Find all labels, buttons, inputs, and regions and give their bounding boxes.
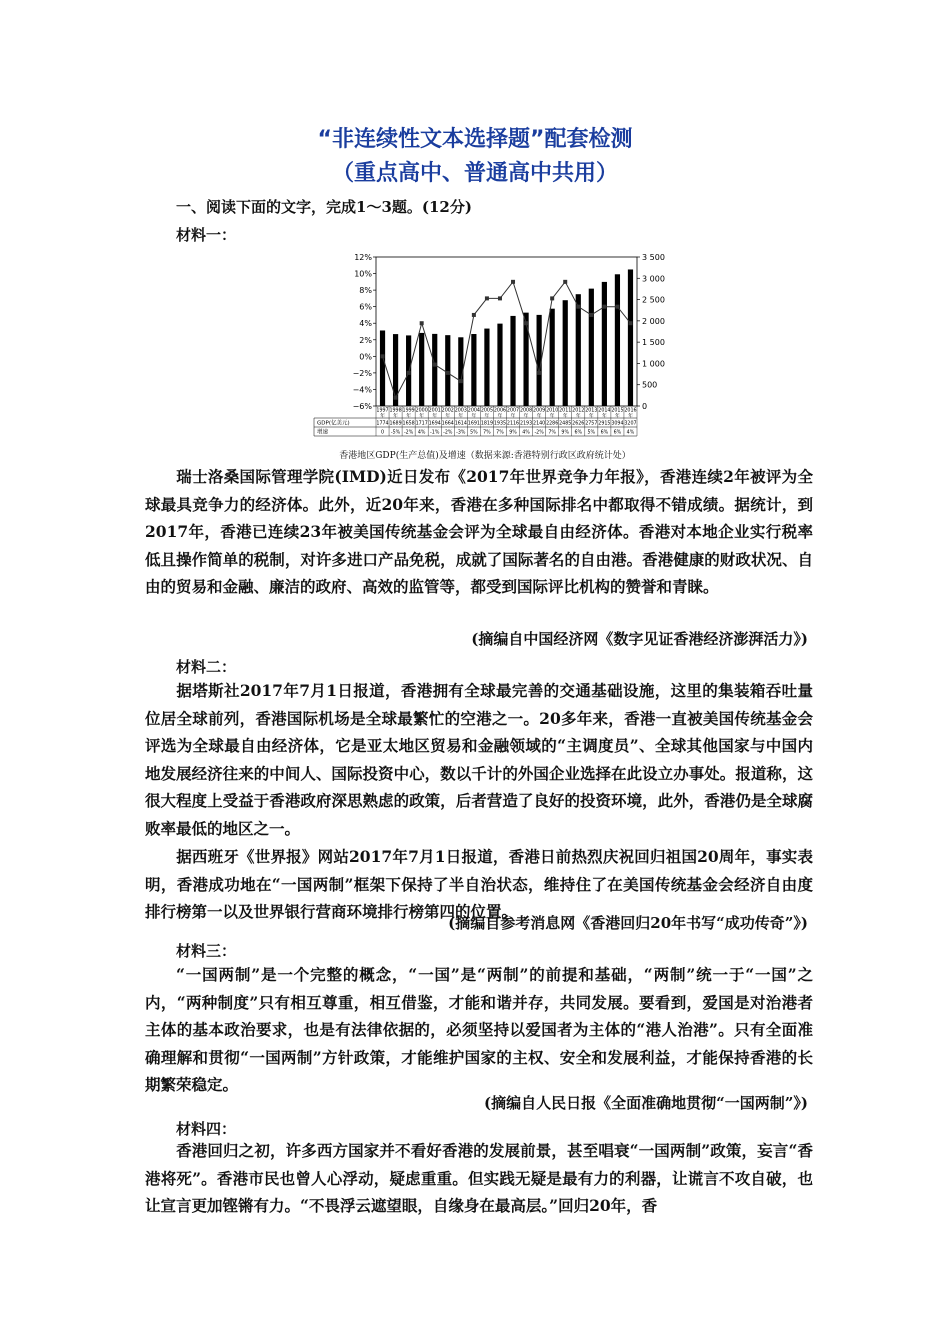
question-intro: 一、阅读下面的文字，完成1～3题。(12分) [176,198,472,216]
category-unit: 年 [484,414,490,419]
left-axis-tick-label: −6% [352,402,372,411]
growth-point [394,396,398,400]
growth-data-label: -2% [443,430,453,436]
growth-data-label: 5% [587,430,596,436]
gdp-bar [380,330,385,406]
right-axis-tick-label: 3 000 [642,274,665,284]
category-label: 2000 [415,408,428,414]
growth-point [381,354,385,358]
left-axis-tick-label: 8% [359,286,372,296]
category-unit: 年 [406,414,412,419]
growth-point [420,321,424,325]
gdp-row-label: GDP(亿美元) [317,420,350,427]
growth-point [576,305,580,309]
category-label: 2006 [493,408,507,414]
growth-data-label: 9% [509,430,517,436]
growth-data-label: 7% [496,430,504,436]
category-unit: 年 [615,414,620,419]
growth-data-label: 4% [626,430,635,436]
growth-point [472,313,476,317]
gdp-bar [589,289,594,406]
gdp-data-label: 3207 [624,421,637,427]
category-unit: 年 [445,414,451,419]
gdp-bar [406,335,411,406]
gdp-bar [497,324,502,406]
material-2-source: (摘编自参考消息网《香港回归20年书写“成功传奇”》) [448,914,808,932]
page-subtitle: （重点高中、普通高中共用） [331,161,618,186]
material-2-paragraph-1: 据塔斯社2017年7月1日报道，香港拥有全球最完善的交通基础设施，这里的集装箱吞吐量位居全球前列，香港国际机场是全球最繁忙的空港之一。20多年来，香港一直被美国传统基金会评选为全球最自由经济体，它是亚太地区贸易和金融领域的“主调度员”、全球其他国家与中国内地发展经济往来的中间人、国际投资中心，数以千计的外国企业选择在此设立办事处。报道称，这很大程度上受益于香港政府深思熟虑的政策，后者营造了良好的投资环境，此外，香港仍是全球腐败率最低的地区之一。 [145,681,813,838]
page-title: “非连续性文本选择题”配套检测 [317,127,633,152]
gdp-data-label: 1664 [441,421,454,427]
category-unit: 年 [497,414,503,419]
material-3-source: (摘编自人民日报《全面准确地贯彻“一国两制”》) [484,1094,808,1112]
growth-point [511,280,515,284]
left-axis-tick-label: −4% [352,385,372,395]
gdp-data-label: 2915 [598,421,611,427]
gdp-bar [471,334,476,406]
growth-point [459,379,463,383]
gdp-bar [484,329,489,406]
growth-point [589,313,593,317]
left-axis-tick-label: 2% [359,335,372,345]
growth-data-label: 6% [600,430,609,436]
material-1-source: (摘编自中国经济网《数字见证香港经济澎湃活力》) [471,630,808,648]
gdp-bar [510,316,515,406]
category-label: 2012 [572,408,585,414]
gdp-data-label: 1614 [454,421,467,427]
gdp-data-label: 2286 [546,421,559,427]
gdp-data-label: 2193 [519,421,533,427]
growth-point [485,296,489,300]
growth-point [407,371,411,375]
growth-point [602,305,606,309]
growth-data-label: -5% [390,430,401,436]
left-axis-tick-label: 10% [354,269,372,279]
right-axis-tick-label: 2 500 [642,295,665,305]
category-unit: 年 [601,414,607,419]
category-unit: 年 [523,414,529,419]
growth-data-label: 4% [417,430,426,436]
gdp-data-label: 2757 [585,421,598,427]
growth-point [524,321,528,325]
growth-data-label: 7% [548,430,556,436]
right-axis-tick-label: 3 500 [642,253,665,262]
growth-row-label: 增速 [317,429,329,436]
category-label: 2005 [480,408,494,414]
left-axis-tick-label: −2% [352,368,372,378]
category-label: 2011 [559,408,572,414]
category-label: 2003 [454,408,467,414]
gdp-bar [628,269,633,406]
gdp-bar [419,333,424,406]
category-label: 2016 [624,408,637,414]
growth-data-label: 6% [613,430,622,436]
gdp-data-label: 1691 [467,421,480,427]
material-2-paragraph-2: 据西班牙《世界报》网站2017年7月1日报道，香港日前热烈庆祝回归祖国20周年，事实表明，香港成功地在“一国两制”框架下保持了半自治状态，维持住了在美国传统基金会经济自由度排行榜第一以及世界银行营商环境排行榜第四的位置。 [145,847,813,921]
category-label: 2014 [598,408,611,414]
gdp-data-label: 3094 [611,421,624,427]
gdp-bar [432,334,437,406]
category-unit: 年 [549,414,555,419]
category-unit: 年 [432,414,438,419]
category-unit: 年 [419,414,425,419]
gdp-data-label: 1658 [402,421,415,427]
chart-caption: 香港地区GDP(生产总值)及增速（数据来源:香港特别行政区政府统计处） [339,451,631,461]
right-axis-tick-label: 500 [642,380,658,390]
growth-data-label: -1% [430,430,440,436]
category-label: 1999 [402,408,415,414]
left-axis-tick-label: 4% [359,319,372,329]
category-unit: 年 [588,414,594,419]
category-label: 2008 [519,408,533,414]
growth-data-label: 9% [561,430,570,436]
gdp-data-label: 2116 [506,421,520,427]
material-1-paragraph: 瑞士洛桑国际管理学院(IMD)近日发布《2017年世界竞争力年报》，香港连续2年被评为全球最具竞争力的经济体。此外，近20年来，香港在多种国际排名中都取得不错成绩。据统计，到2017年，香港已连续23年被美国传统基金会评为全球最自由经济体。香港对本地企业实行税率低且操作简单的税制，对许多进口产品免税，成就了国际著名的自由港。香港健康的财政状况、自由的贸易和金融、廉洁的政府、高效的监管等，都受到国际评比机构的赞誉和青睐。 [145,467,813,596]
category-label: 1997 [376,408,389,414]
material-2-label: 材料二： [176,658,237,676]
gdp-bar [602,282,607,406]
gdp-data-label: 2626 [572,421,585,427]
material-4-label: 材料四： [176,1120,237,1138]
growth-point [498,296,502,300]
gdp-data-label: 1689 [389,421,402,427]
category-label: 2013 [585,408,598,414]
growth-data-label: -2% [403,430,414,436]
gdp-bar [576,294,581,406]
category-label: 1998 [389,408,402,414]
growth-data-label: 4% [522,430,530,436]
category-unit: 年 [562,414,568,419]
gdp-bar [550,309,555,406]
growth-data-label: 5% [470,430,478,436]
right-axis-tick-label: 0 [642,402,648,411]
gdp-data-label: 1935 [493,421,507,427]
growth-point [433,363,437,367]
growth-data-label: -3% [456,430,466,436]
category-label: 2007 [506,408,520,414]
category-label: 2004 [467,408,480,414]
gdp-data-label: 1694 [428,421,441,427]
material-4-paragraph: 香港回归之初，许多西方国家并不看好香港的发展前景，甚至唱衰“一国两制”政策，妄言“香港将死”。香港市民也曾人心浮动，疑虑重重。但实践无疑是最有力的利器，让谎言不攻自破，也让宣言更加铿锵有力。“不畏浮云遮望眼，自缘身在最高层。”回归20年，香 [145,1141,813,1215]
growth-point [628,321,632,325]
left-axis-tick-label: 0% [359,352,372,362]
category-label: 2009 [533,408,546,414]
gdp-data-label: 2140 [533,421,546,427]
gdp-bar [523,313,528,406]
right-axis-tick-label: 1 500 [642,338,665,348]
category-unit: 年 [458,414,464,419]
category-label: 2002 [441,408,454,414]
gdp-data-label: 2485 [559,421,572,427]
category-unit: 年 [536,414,542,419]
category-unit: 年 [393,414,398,419]
category-unit: 年 [628,414,633,419]
growth-point [537,371,541,375]
right-axis-tick-label: 1 000 [642,359,665,369]
plot-frame [376,257,637,406]
category-unit: 年 [380,414,385,419]
gdp-bar [615,274,620,406]
right-axis-tick-label: 2 000 [642,316,665,326]
material-3-paragraph: “一国两制”是一个完整的概念，“一国”是“两制”的前提和基础，“两制”统一于“一国”之内，“两种制度”只有相互尊重，相互借鉴，才能和谐并存，共同发展。要看到，爱国是对治港者主体的基本政治要求，也是有法律依据的，必须坚持以爱国者为主体的“港人治港”。只有全面准确理解和贯彻“一国两制”方针政策，才能维护国家的主权、安全和发展利益，才能保持香港的长期繁荣稳定。 [145,965,813,1094]
growth-data-label: 0 [380,430,385,436]
growth-data-label: -2% [534,430,544,436]
material-3-label: 材料三： [176,942,237,960]
gdp-data-label: 1774 [376,421,389,427]
gdp-bar [563,300,568,406]
gdp-data-label: 1717 [415,421,428,427]
material-1-label: 材料一： [176,226,237,244]
gdp-chart [314,250,665,446]
growth-data-label: 7% [483,430,491,436]
category-label: 2010 [546,408,559,414]
category-unit: 年 [510,414,516,419]
growth-point [446,371,450,375]
gdp-data-label: 1819 [480,421,494,427]
category-unit: 年 [471,414,477,419]
left-axis-tick-label: 6% [359,302,372,312]
category-label: 2001 [428,408,441,414]
growth-point [615,305,619,309]
growth-point [563,280,567,284]
growth-point [550,296,554,300]
gdp-bar [445,335,450,406]
category-label: 2015 [611,408,624,414]
growth-data-label: 6% [574,430,583,436]
left-axis-tick-label: 12% [354,253,372,262]
category-unit: 年 [575,414,581,419]
